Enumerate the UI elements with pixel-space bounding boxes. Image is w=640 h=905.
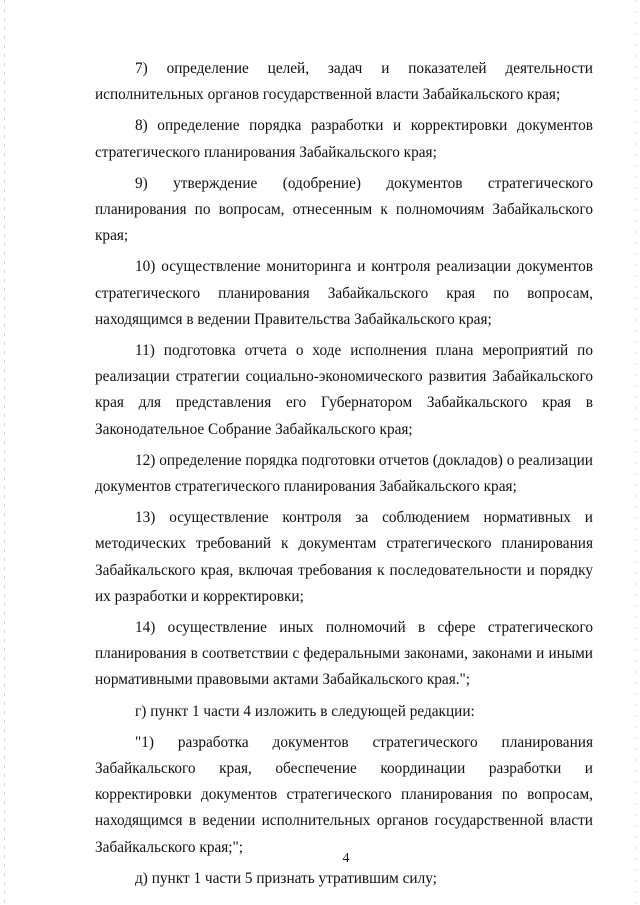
- paragraph-item-11: 11) подготовка отчета о ходе исполнения плана мероприятий по реализации стратегии социально-экономического развития Забайкальского края для представления его Губернатором Забайкальского края в Законодательное Собрание Забайкальского края;: [95, 342, 593, 438]
- paragraph-item-14: 14) осуществление иных полномочий в сфере стратегического планирования в соответствии с федеральными законами, законами и иными нормативными правовыми актами Забайкальского края.";: [95, 619, 593, 689]
- paragraph-item-7: 7) определение целей, задач и показателей деятельности исполнительных органов государственной власти Забайкальского края;: [95, 60, 593, 104]
- paragraph-item-9: 9) утверждение (одобрение) документов стратегического планирования по вопросам, отнесенным к полномочиям Забайкальского края;: [95, 174, 593, 245]
- paragraph-item-13: 13) осуществление контроля за соблюдением нормативных и методических требований к документам стратегического планирования Забайкальского края, включая требования к последовательности и порядку их разработки и корректировки;: [95, 509, 593, 605]
- paragraph-item-10: 10) осуществление мониторинга и контроля реализации документов стратегического планирования Забайкальского края по вопросам, находящимся в ведении Правительства Забайкальского края;: [95, 258, 593, 328]
- paragraph-amendment-g: г) пункт 1 части 4 изложить в следующей редакции:: [135, 702, 475, 720]
- paragraph-item-12: 12) определение порядка подготовки отчетов (докладов) о реализации документов стратегического планирования Забайкальского края;: [95, 451, 593, 496]
- document-body: [95, 56, 593, 897]
- paragraph-amendment-d: д) пункт 1 части 5 признать утратившим силу;: [135, 869, 437, 887]
- paragraph-quoted-item-1: "1) разработка документов стратегического планирования Забайкальского края, обеспечение координации разработки и корректировки документов стратегического планирования по вопросам, находящимся в ведении исполнительных органов государственной власти Забайкальского края;";: [95, 733, 593, 856]
- page-number: 4: [342, 851, 350, 866]
- scan-edge-right: [636, 0, 637, 905]
- paragraph-item-8: 8) определение порядка разработки и корректировки документов стратегического планирования Забайкальского края;: [95, 117, 593, 161]
- scan-edge-left: [4, 0, 5, 905]
